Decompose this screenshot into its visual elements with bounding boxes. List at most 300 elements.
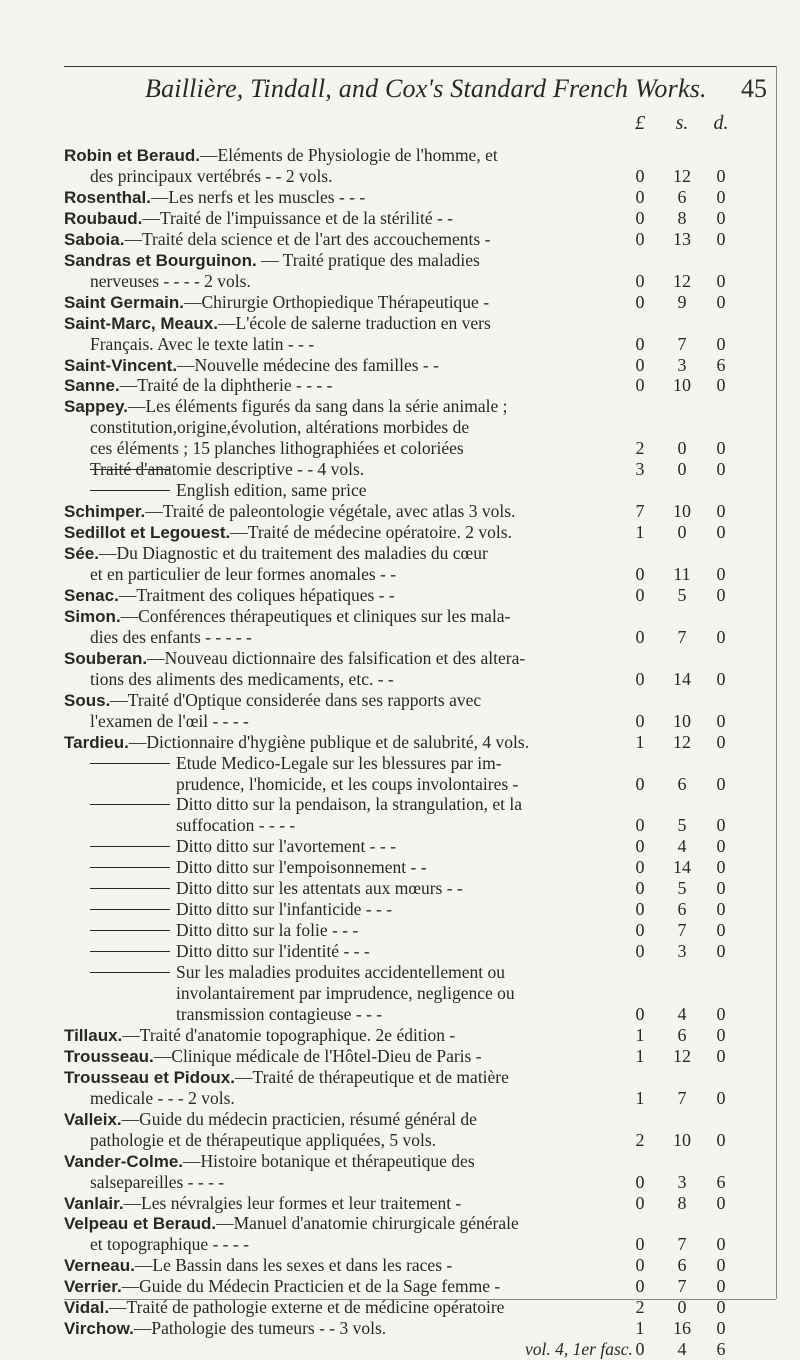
entry-text xyxy=(64,207,453,230)
title-text: Ditto ditto sur la folie - - - xyxy=(176,920,359,941)
list-item xyxy=(0,919,800,941)
price-pounds: 0 xyxy=(635,1234,645,1255)
ditto-dash xyxy=(90,909,170,910)
price-pence: 0 xyxy=(716,731,726,752)
entry-text xyxy=(176,877,463,899)
page-header xyxy=(145,74,767,114)
entry-text xyxy=(64,1108,477,1131)
price-shillings: 10 xyxy=(673,710,691,731)
title-text: —Traitment des coliques hépatiques - - xyxy=(118,584,395,605)
title-text: —Les éléments figurés da sang dans la série animale ; xyxy=(127,396,508,417)
title-text: Traité d'anatomie descriptive - - 4 vols. xyxy=(90,459,365,480)
ditto-dash xyxy=(90,490,170,491)
title-text: —Traité de la diphtherie - - - - xyxy=(119,375,333,396)
entry-text xyxy=(176,940,370,962)
running-title: Baillière, Tindall, and Cox's Standard French Works. xyxy=(145,74,707,103)
top-rule xyxy=(64,66,776,67)
entry-text xyxy=(176,898,392,920)
price-pence: 0 xyxy=(716,1276,726,1297)
list-item xyxy=(0,1275,800,1297)
entry-text xyxy=(64,1192,461,1215)
title-text: —Du Diagnostic et du traitement des maladies du cœur xyxy=(98,543,488,564)
list-item xyxy=(0,291,800,313)
author-name: Robin et Beraud. xyxy=(64,146,201,165)
title-text: prudence, l'homicide, et les coups involontaires - xyxy=(176,773,519,794)
entry-text xyxy=(64,186,365,209)
price-shillings: 0 xyxy=(677,522,687,543)
price-pounds: 2 xyxy=(635,1129,645,1150)
title-text: —Chirurgie Orthopiedique Thérapeutique - xyxy=(183,291,490,312)
title-text: —Nouvelle médecine des familles - - xyxy=(177,354,439,375)
author-name: Vanlair. xyxy=(64,1193,124,1213)
page-number: 45 xyxy=(741,74,767,103)
title-text: —Traité de médecine opératoire. 2 vols. xyxy=(230,522,512,543)
price-pounds: 1 xyxy=(635,522,645,543)
list-item xyxy=(0,1129,800,1151)
ditto-dash xyxy=(90,763,170,764)
list-item xyxy=(0,1192,800,1214)
list-item xyxy=(0,605,800,627)
entry-text xyxy=(64,1317,386,1340)
list-item xyxy=(0,500,800,522)
price-pounds: 1 xyxy=(635,731,645,752)
price-pounds: 0 xyxy=(635,668,645,689)
author-name: Sanne. xyxy=(64,376,120,396)
price-shillings: 12 xyxy=(673,1045,691,1066)
list-item xyxy=(0,1087,800,1109)
entry-text xyxy=(90,333,314,355)
price-pence: 0 xyxy=(716,375,726,396)
list-item xyxy=(0,333,800,355)
list-item xyxy=(0,270,800,292)
entry-text xyxy=(64,1254,452,1277)
price-pounds: 0 xyxy=(635,920,645,941)
price-pence: 0 xyxy=(716,228,726,249)
entry-text xyxy=(90,710,249,732)
ditto-dash xyxy=(90,930,170,931)
author-name: Senac. xyxy=(64,585,119,605)
price-shillings: 7 xyxy=(677,626,687,647)
price-pounds: 0 xyxy=(635,584,645,605)
price-pence: 0 xyxy=(716,1297,726,1318)
list-item xyxy=(0,416,800,438)
list-item xyxy=(0,835,800,857)
price-shillings: 0 xyxy=(677,1297,687,1318)
price-pence: 0 xyxy=(716,1129,726,1150)
list-item xyxy=(0,521,800,543)
price-shillings: 14 xyxy=(673,857,691,878)
price-shillings: 8 xyxy=(677,207,687,228)
price-pence: 0 xyxy=(716,459,726,480)
price-pounds: 1 xyxy=(635,1318,645,1339)
price-shillings: 3 xyxy=(677,354,687,375)
price-pounds: 0 xyxy=(635,354,645,375)
list-item xyxy=(0,542,800,564)
list-item xyxy=(0,584,800,606)
title-text: —Nouveau dictionnaire des falsification et des altera- xyxy=(147,647,526,668)
list-item xyxy=(0,1233,800,1255)
title-text: —L'école de salerne traduction en vers xyxy=(218,312,491,333)
list-item xyxy=(0,1066,800,1088)
title-text: —Traité de pathologie externe et de médicine opératoire xyxy=(109,1297,505,1318)
author-name: Saint-Vincent. xyxy=(64,355,178,375)
title-text: —Traité de thérapeutique et de matière xyxy=(235,1066,509,1087)
author-name: Vidal. xyxy=(64,1298,110,1318)
list-item xyxy=(0,1254,800,1276)
price-shillings: 11 xyxy=(673,564,691,584)
list-item xyxy=(0,814,800,836)
title-text: —Dictionnaire d'hygiène publique et de salubrité, 4 vols. xyxy=(128,731,530,752)
list-item xyxy=(0,1338,800,1360)
author-name: Souberan. xyxy=(64,648,148,668)
list-item xyxy=(0,1045,800,1067)
list-item xyxy=(0,940,800,962)
entry-text xyxy=(64,584,395,607)
author-name: Valleix. xyxy=(64,1109,122,1129)
price-pence: 0 xyxy=(716,941,726,962)
price-pence: 6 xyxy=(716,354,726,375)
list-item xyxy=(0,207,800,229)
entry-text xyxy=(64,374,332,397)
author-name: Tardieu. xyxy=(64,732,129,752)
price-pence: 0 xyxy=(716,857,726,878)
price-shillings: 7 xyxy=(677,1276,687,1297)
price-shillings: 9 xyxy=(677,291,687,312)
price-shillings: 13 xyxy=(673,228,691,249)
entry-text xyxy=(64,291,489,314)
title-text: —Les nerfs et les muscles - - - xyxy=(150,186,366,207)
price-pence: 6 xyxy=(716,1339,726,1360)
title-text: des principaux vertébrés - - 2 vols. xyxy=(90,165,333,186)
price-shillings: 4 xyxy=(677,836,687,857)
author-name: Verneau. xyxy=(64,1256,135,1276)
price-shillings: 4 xyxy=(677,1339,687,1360)
price-pence: 0 xyxy=(716,773,726,794)
title-text: ces éléments ; 15 planches lithographiées et coloriées xyxy=(90,438,464,459)
title-text: Sur les maladies produites accidentellement ou xyxy=(176,962,505,983)
price-shillings: 5 xyxy=(677,815,687,836)
title-text: Etude Medico-Legale sur les blessures par im- xyxy=(176,752,502,773)
price-pence: 0 xyxy=(716,1045,726,1066)
price-pence: 0 xyxy=(716,1003,726,1024)
title-text: et en particulier de leur formes anomales - - xyxy=(90,564,397,584)
entry-text xyxy=(90,437,464,459)
price-pence: 0 xyxy=(716,1192,726,1213)
price-pounds: 0 xyxy=(635,899,645,920)
list-item xyxy=(0,793,800,815)
price-pounds: 0 xyxy=(635,710,645,731)
list-item xyxy=(0,752,800,774)
list-item xyxy=(0,458,800,480)
entry-text xyxy=(64,144,498,167)
price-shillings: 3 xyxy=(677,941,687,962)
entry-text xyxy=(176,752,502,774)
price-shillings: 10 xyxy=(673,501,691,522)
list-item xyxy=(0,312,800,334)
price-shillings: 10 xyxy=(673,1129,691,1150)
author-name: Schimper. xyxy=(64,502,146,522)
title-text: Ditto ditto sur la pendaison, la strangulation, et la xyxy=(176,794,523,815)
title-text: —Clinique médicale de l'Hôtel-Dieu de Paris - xyxy=(153,1045,482,1066)
author-name: Saint-Marc, Meaux. xyxy=(64,313,218,333)
entry-text xyxy=(176,961,505,983)
entry-text xyxy=(90,165,333,187)
price-shillings: 16 xyxy=(673,1318,691,1339)
title-text: —Guide du Médecin Practicien et de la Sage femme - xyxy=(121,1276,501,1297)
entry-text xyxy=(64,1066,509,1089)
price-pence: 0 xyxy=(716,1255,726,1276)
list-item xyxy=(0,186,800,208)
price-pence: 0 xyxy=(716,815,726,836)
bottom-rule xyxy=(64,1299,776,1300)
price-pence: 6 xyxy=(716,1171,726,1192)
entry-text xyxy=(176,773,518,795)
price-pence: 0 xyxy=(716,207,726,228)
title-text: nerveuses - - - - 2 vols. xyxy=(90,270,251,291)
price-shillings: 6 xyxy=(677,1024,687,1045)
title-text: et topographique - - - - xyxy=(90,1234,249,1255)
entry-text xyxy=(64,1212,519,1235)
entry-text xyxy=(90,626,252,648)
price-pence: 0 xyxy=(716,668,726,689)
list-item xyxy=(0,898,800,920)
list-item xyxy=(0,437,800,459)
title-text: pathologie et de thérapeutique appliquées, 5 vols. xyxy=(90,1129,437,1150)
price-shillings: 7 xyxy=(677,920,687,941)
list-item xyxy=(0,249,800,271)
entry-text xyxy=(90,1087,235,1109)
entry-text xyxy=(525,1338,633,1360)
entry-text xyxy=(64,605,510,628)
price-pounds: 0 xyxy=(635,165,645,186)
price-pence: 0 xyxy=(716,899,726,920)
price-pence: 0 xyxy=(716,836,726,857)
author-name: Vander-Colme. xyxy=(64,1151,184,1171)
title-text: —Pathologie des tumeurs - - 3 vols. xyxy=(133,1318,387,1339)
list-item xyxy=(0,228,800,250)
list-item xyxy=(0,856,800,878)
list-item xyxy=(0,1171,800,1193)
price-pounds: 0 xyxy=(635,1192,645,1213)
price-shillings: 12 xyxy=(673,731,691,752)
price-shillings: 6 xyxy=(677,773,687,794)
entry-text xyxy=(176,856,427,878)
price-pence: 0 xyxy=(716,626,726,647)
price-pence: 0 xyxy=(716,186,726,207)
entry-text xyxy=(64,1150,475,1173)
entry-text xyxy=(64,542,488,565)
price-pence: 0 xyxy=(716,333,726,354)
price-pounds: 0 xyxy=(635,857,645,878)
entry-text xyxy=(90,1171,224,1193)
list-item xyxy=(0,731,800,753)
price-shillings: 4 xyxy=(677,1003,687,1024)
title-text: —Traité d'anatomie topographique. 2e édition - xyxy=(122,1024,456,1045)
author-name: Virchow. xyxy=(64,1319,134,1339)
list-item xyxy=(0,374,800,396)
list-item xyxy=(0,773,800,795)
entry-text xyxy=(90,416,469,438)
price-pounds: 2 xyxy=(635,438,645,459)
price-pounds: 0 xyxy=(635,1003,645,1024)
entry-text xyxy=(176,919,358,941)
price-pence: 0 xyxy=(716,270,726,291)
list-item xyxy=(0,395,800,417)
title-text: constitution,origine,évolution, altérations morbides de xyxy=(90,417,470,438)
list-item xyxy=(0,626,800,648)
list-item xyxy=(0,144,800,166)
pence-column-header: d. xyxy=(713,112,729,134)
price-shillings: 12 xyxy=(673,165,691,186)
list-item xyxy=(0,1003,800,1025)
title-text: dies des enfants - - - - - xyxy=(90,626,252,647)
price-pence: 0 xyxy=(716,584,726,605)
title-text: English edition, same price xyxy=(176,480,367,501)
price-pence: 0 xyxy=(716,710,726,731)
entry-text xyxy=(90,1233,249,1255)
price-pence: 0 xyxy=(716,522,726,543)
price-shillings: 0 xyxy=(677,438,687,459)
price-pounds: 0 xyxy=(635,270,645,291)
title-text: Ditto ditto sur l'infanticide - - - xyxy=(176,899,393,920)
title-text: vol. 4, 1er fasc. xyxy=(525,1339,633,1360)
price-pounds: 3 xyxy=(635,459,645,480)
list-item xyxy=(0,1150,800,1172)
price-pounds: 0 xyxy=(635,878,645,899)
price-pence: 0 xyxy=(716,564,726,584)
title-text: Ditto ditto sur l'empoisonnement - - xyxy=(176,857,427,878)
list-item xyxy=(0,961,800,983)
shillings-column-header: s. xyxy=(675,112,689,134)
price-pounds: 0 xyxy=(635,1276,645,1297)
entry-text xyxy=(64,1045,482,1068)
price-shillings: 5 xyxy=(677,584,687,605)
entry-text xyxy=(90,668,394,690)
author-name: Sappey. xyxy=(64,397,128,417)
price-pence: 0 xyxy=(716,438,726,459)
price-shillings: 7 xyxy=(677,333,687,354)
title-text: suffocation - - - - xyxy=(176,815,296,836)
price-pence: 0 xyxy=(716,1087,726,1108)
list-item xyxy=(0,668,800,690)
title-text: Ditto ditto sur l'identité - - - xyxy=(176,941,370,962)
title-text: medicale - - - 2 vols. xyxy=(90,1087,235,1108)
price-shillings: 6 xyxy=(677,899,687,920)
price-pounds: 0 xyxy=(635,333,645,354)
ditto-dash xyxy=(90,888,170,889)
price-pounds: 0 xyxy=(635,291,645,312)
author-name: Trousseau et Pidoux. xyxy=(64,1067,235,1087)
author-name: Saint Germain. xyxy=(64,292,184,312)
list-item xyxy=(0,165,800,187)
title-text: — Traité pratique des maladies xyxy=(256,249,480,270)
entry-text xyxy=(176,793,522,815)
title-text: —Le Bassin dans les sexes et dans les races - xyxy=(134,1255,453,1276)
title-text: —Traité d'Optique considerée dans ses rapports avec xyxy=(110,689,482,710)
ditto-dash xyxy=(90,804,170,805)
price-pounds: 0 xyxy=(635,1255,645,1276)
price-shillings: 7 xyxy=(677,1087,687,1108)
price-pence: 0 xyxy=(716,1318,726,1339)
title-text: —Guide du médecin practicien, résumé général de xyxy=(121,1108,477,1129)
price-pounds: 0 xyxy=(635,228,645,249)
title-text: involantairement par imprudence, negligence ou xyxy=(176,983,515,1003)
entry-text xyxy=(64,521,512,544)
entry-text xyxy=(64,731,529,754)
entry-text xyxy=(176,1003,382,1025)
price-shillings: 7 xyxy=(677,1234,687,1255)
author-name: Saboia. xyxy=(64,229,125,249)
price-pounds: 0 xyxy=(635,1171,645,1192)
price-pounds: 7 xyxy=(635,501,645,522)
entry-text xyxy=(90,1129,436,1151)
price-pounds: 0 xyxy=(635,564,645,584)
author-name: Sée. xyxy=(64,544,99,564)
author-name: Simon. xyxy=(64,606,121,626)
list-item xyxy=(0,563,800,585)
entry-text xyxy=(64,395,507,418)
title-text: Ditto ditto sur l'avortement - - - xyxy=(176,836,396,857)
entry-text xyxy=(176,814,295,836)
price-pounds: 2 xyxy=(635,1297,645,1318)
entry-text xyxy=(64,647,525,670)
price-shillings: 6 xyxy=(677,186,687,207)
price-pounds: 0 xyxy=(635,941,645,962)
price-pence: 0 xyxy=(716,291,726,312)
title-text: —Histoire botanique et thérapeutique des xyxy=(183,1150,475,1171)
price-shillings: 12 xyxy=(673,270,691,291)
entry-text xyxy=(176,835,396,857)
list-item xyxy=(0,1024,800,1046)
title-text: tions des aliments des medicaments, etc. - - xyxy=(90,668,394,689)
entry-text xyxy=(90,458,364,480)
entry-text xyxy=(64,228,490,251)
ditto-dash xyxy=(90,846,170,847)
price-pence: 0 xyxy=(716,1024,726,1045)
entry-text xyxy=(90,270,251,292)
list-item xyxy=(0,647,800,669)
title-text: —Traité de paleontologie végétale, avec atlas 3 vols. xyxy=(145,501,516,522)
price-pounds: 0 xyxy=(635,186,645,207)
price-pounds: 1 xyxy=(635,1087,645,1108)
list-item xyxy=(0,479,800,501)
title-text: —Traité de l'impuissance et de la stérilité - - xyxy=(142,207,454,228)
author-name: Sedillot et Legouest. xyxy=(64,523,231,543)
author-name: Velpeau et Beraud. xyxy=(64,1214,217,1234)
title-text: Français. Avec le texte latin - - - xyxy=(90,333,315,354)
price-pounds: 1 xyxy=(635,1024,645,1045)
price-pounds: 0 xyxy=(635,626,645,647)
title-text: l'examen de l'œil - - - - xyxy=(90,710,249,731)
title-text: —Eléments de Physiologie de l'homme, et xyxy=(200,145,498,165)
pounds-column-header: £ xyxy=(635,112,645,134)
price-pounds: 0 xyxy=(635,1339,645,1360)
entry-text xyxy=(64,312,491,335)
title-text: —Traité dela science et de l'art des accouchements - xyxy=(124,228,491,249)
entry-text xyxy=(64,689,481,712)
list-item xyxy=(0,877,800,899)
entry-text xyxy=(64,1024,455,1047)
author-name: Tillaux. xyxy=(64,1025,123,1045)
entry-text xyxy=(64,354,439,377)
price-pounds: 0 xyxy=(635,375,645,396)
right-edge-rule xyxy=(776,66,777,1299)
entry-text xyxy=(176,982,515,1004)
price-shillings: 0 xyxy=(677,459,687,480)
ditto-dash xyxy=(90,951,170,952)
price-pence: 0 xyxy=(716,920,726,941)
price-pounds: 1 xyxy=(635,1045,645,1066)
